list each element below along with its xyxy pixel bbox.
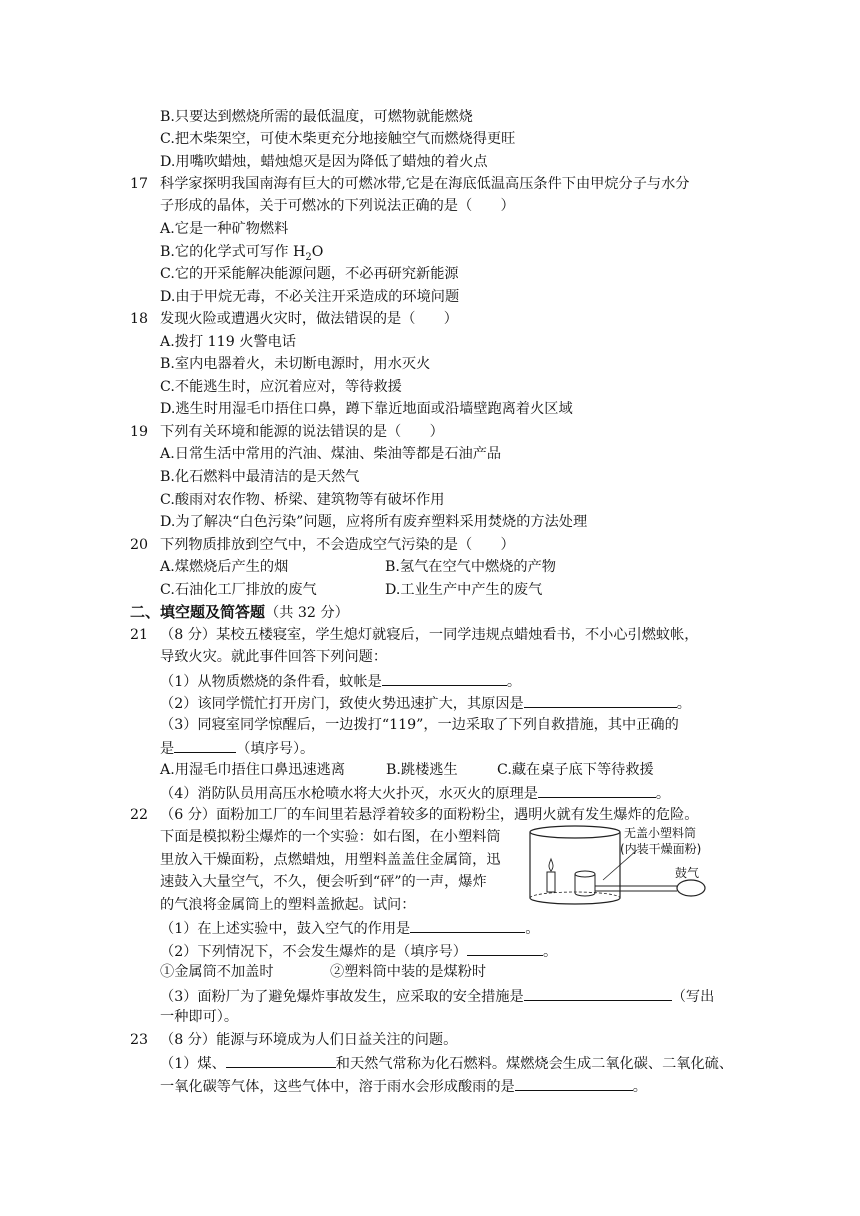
q19-stem: 下列有关环境和能源的说法错误的是（ ）: [160, 424, 444, 440]
q17-stem-line2: 子形成的晶体，关于可燃冰的下列说法正确的是（ ）: [160, 198, 515, 214]
q20-option-b: B.氢气在空气中燃烧的产物: [385, 559, 556, 575]
q21-part4: （4）消防队员用高压水枪喷水将大火扑灭，水灭火的原理是 。: [160, 782, 670, 804]
q22-stem-line4: 速鼓入大量空气，不久，便会听到“砰”的一声，爆炸: [160, 874, 487, 890]
q22-option-1: ①金属筒不加盖时: [160, 964, 274, 980]
q19-option-a: A.日常生活中常用的汽油、煤油、柴油等都是石油产品: [160, 446, 502, 462]
q16-option-c: C.把木柴架空，可使木柴更充分地接触空气而燃烧得更旺: [160, 131, 516, 147]
q23-blank2[interactable]: [515, 1075, 633, 1091]
q23-blank1[interactable]: [226, 1052, 336, 1068]
q22-part1: （1）在上述实验中，鼓入空气的作用是 。: [160, 917, 539, 939]
q21-stem-line1: （8 分）某校五楼寝室，学生熄灯就寝后，一同学违规点蜡烛看书，不小心引燃蚊帐，: [160, 627, 699, 643]
q23-part1-line2: 一氧化碳等气体，这些气体中，溶于雨水会形成酸雨的是 。: [160, 1075, 647, 1097]
q21-stem-line2: 导致火灾。就此事件回答下列问题：: [160, 649, 388, 665]
q21-part3-line1: （3）同寝室同学惊醒后，一边拨打“119”，一边采取了下列自救措施，其中正确的: [160, 717, 679, 733]
q18-option-a: A.拨打 119 火警电话: [160, 334, 296, 350]
q20-stem: 下列物质排放到空气中，不会造成空气污染的是（ ）: [160, 537, 515, 553]
q22-stem-line5: 的气浪将金属筒上的塑料盖掀起。试问：: [160, 897, 416, 913]
q17-option-a: A.它是一种矿物燃料: [160, 221, 289, 237]
q22-part2: （2）下列情况下，不会发生爆炸的是（填序号） 。: [160, 940, 557, 962]
q19-number: 19: [130, 424, 149, 440]
q18-option-b: B.室内电器着火，未切断电源时，用水灭火: [160, 356, 431, 372]
q18-number: 18: [130, 311, 149, 327]
q22-stem-line3: 里放入干燥面粉，点燃蜡烛，用塑料盖盖住金属筒，迅: [160, 852, 501, 868]
q21-part1: （1）从物质燃烧的条件看，蚊帐是 。: [160, 670, 521, 692]
q20-option-d: D.工业生产中产生的废气: [385, 582, 543, 598]
q23-part1-line1: （1）煤、 和天然气常称为化石燃料。煤燃烧会生成二氧化碳、二氧化硫、: [160, 1052, 733, 1074]
q21-blank3[interactable]: [174, 737, 236, 753]
q22-part3-line2: 一种即可）。: [160, 1009, 239, 1025]
q19-option-c: C.酸雨对农作物、桥梁、建筑物等有破坏作用: [160, 492, 445, 508]
q22-number: 22: [130, 807, 149, 823]
fig-label-flour: (内装干燥面粉): [620, 842, 702, 856]
q18-option-d: D.逃生时用湿毛巾捂住口鼻，蹲下靠近地面或沿墙壁跑离着火区域: [160, 401, 573, 417]
q22-option-2: ②塑料筒中装的是煤粉时: [330, 964, 487, 980]
q23-stem: （8 分）能源与环境成为人们日益关注的问题。: [160, 1032, 458, 1048]
fig-label-cup: 无盖小塑料筒: [624, 826, 697, 840]
q16-option-b: B.只要达到燃烧所需的最低温度，可燃物就能燃烧: [160, 109, 473, 125]
q21-option-a: A.用湿毛巾捂住口鼻迅速逃离: [160, 762, 346, 778]
q22-stem-line1: （6 分）面粉加工厂的车间里若悬浮着较多的面粉粉尘，遇明火就有发生爆炸的危险。: [160, 807, 699, 823]
q20-number: 20: [130, 537, 149, 553]
section2-heading: 二、填空题及简答题（共 32 分）: [130, 603, 349, 621]
q19-option-b: B.化石燃料中最清洁的是天然气: [160, 469, 360, 485]
q21-option-c: C.藏在桌子底下等待救援: [497, 762, 654, 778]
fig-label-blow: 鼓气: [675, 866, 700, 880]
q22-part3-line1: （3）面粉厂为了避免爆炸事故发生，应采取的安全措施是 （写出: [160, 985, 714, 1007]
q20-option-c: C.石油化工厂排放的废气: [160, 582, 317, 598]
q17-option-b: B.它的化学式可写作 $H_2O$: [160, 244, 324, 263]
q22-stem-line2: 下面是模拟粉尘爆炸的一个实验：如右图，在小塑料筒: [160, 829, 501, 845]
q22-blank1[interactable]: [410, 917, 525, 933]
q17-option-d: D.由于甲烷无毒，不必关注开采造成的环境问题: [160, 289, 460, 305]
q21-number: 21: [130, 627, 149, 643]
q17-number: 17: [130, 176, 149, 192]
q21-option-b: B.跳楼逃生: [386, 762, 458, 778]
q22-blank2[interactable]: [467, 940, 543, 956]
q16-option-d: D.用嘴吹蜡烛，蜡烛熄灭是因为降低了蜡烛的着火点: [160, 154, 488, 170]
q19-option-d: D.为了解决“白色污染”问题，应将所有废弃塑料采用焚烧的方法处理: [160, 514, 588, 530]
q22-blank3[interactable]: [524, 985, 672, 1001]
q17-stem-line1: 科学家探明我国南海有巨大的可燃冰带,它是在海底低温高压条件下由甲烷分子与水分: [160, 176, 690, 192]
q21-blank4[interactable]: [538, 782, 656, 798]
q21-part2: （2）该同学慌忙打开房门，致使火势迅速扩大，其原因是 。: [160, 692, 691, 714]
q21-blank1[interactable]: [382, 670, 507, 686]
q23-number: 23: [130, 1032, 149, 1048]
q17-option-c: C.它的开采能解决能源问题，不必再研究新能源: [160, 266, 459, 282]
q21-blank2[interactable]: [524, 692, 677, 708]
q21-part3-line2: 是 （填序号）。: [160, 737, 314, 759]
q18-option-c: C.不能逃生时，应沉着应对，等待救援: [160, 379, 402, 395]
q18-stem: 发现火险或遭遇火灾时，做法错误的是（ ）: [160, 311, 458, 327]
q20-option-a: A.煤燃烧后产生的烟: [160, 559, 289, 575]
